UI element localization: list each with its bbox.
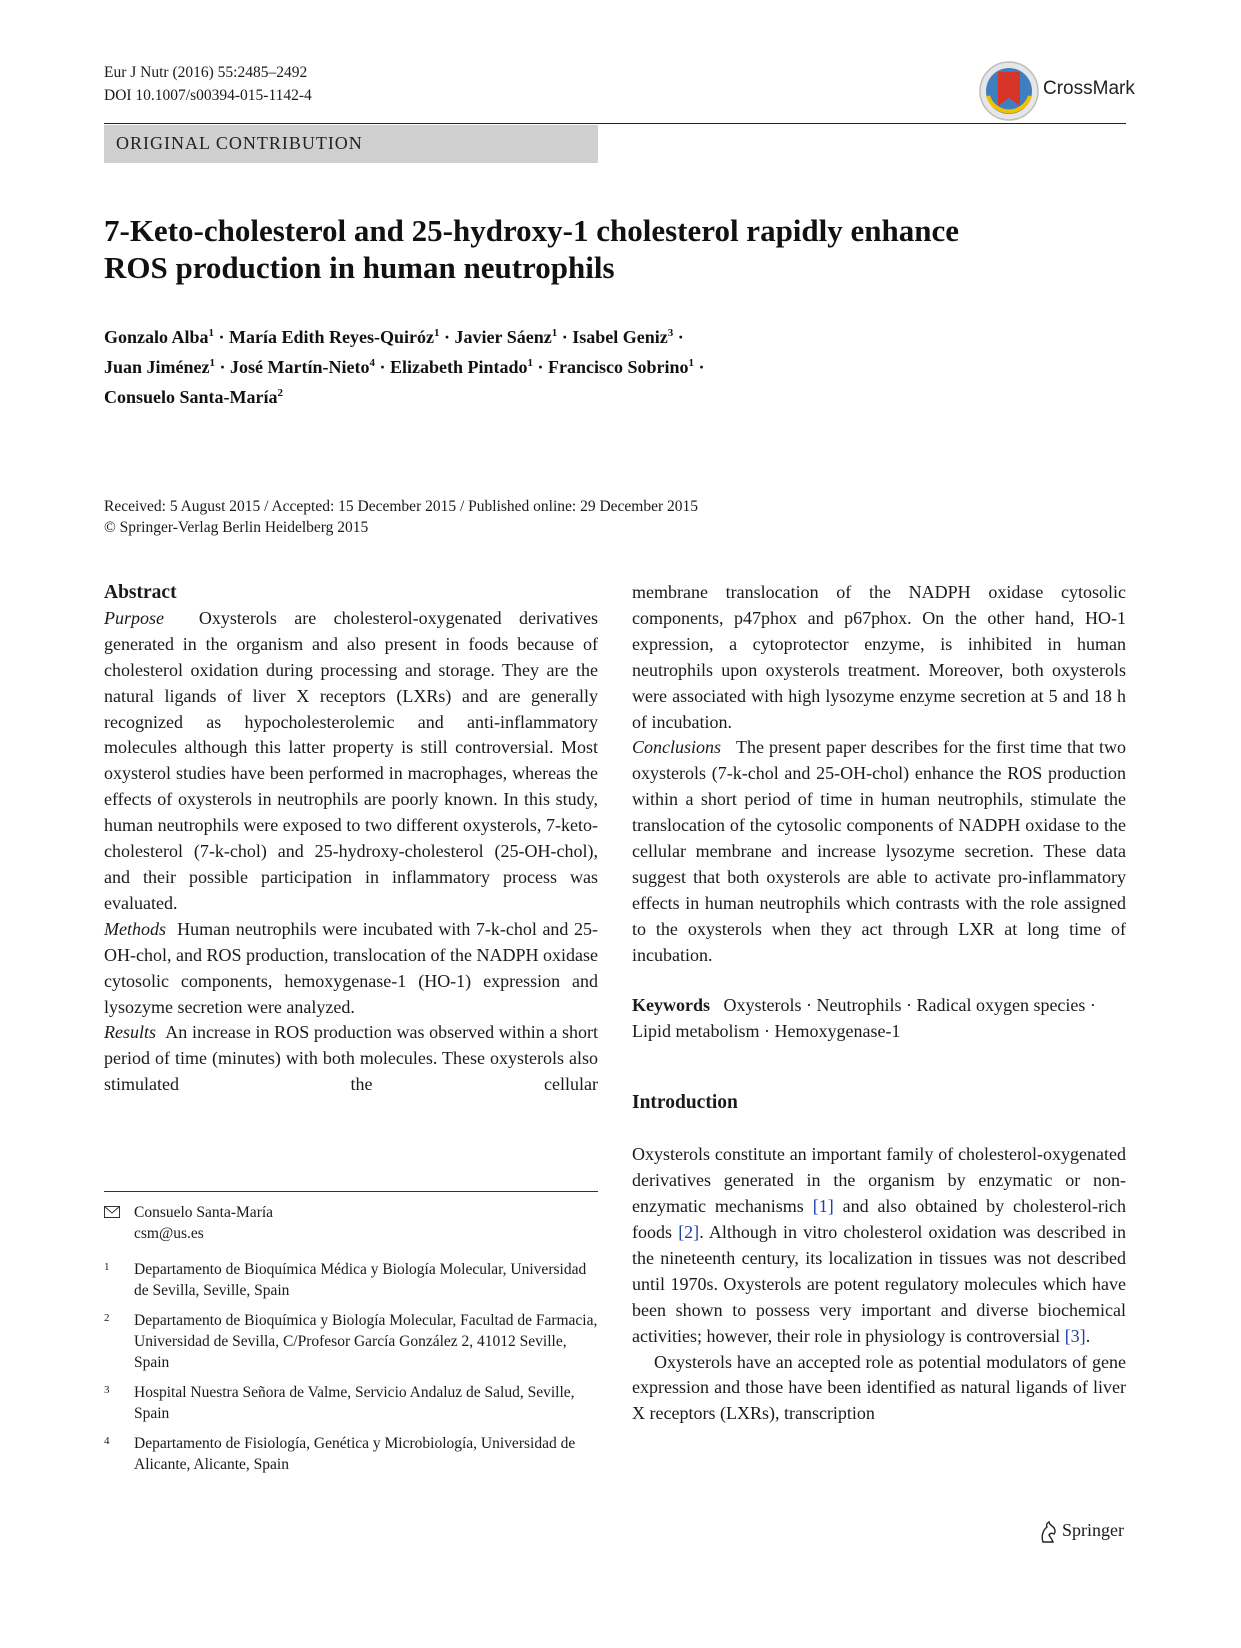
affiliation-text: Departamento de Bioquímica y Biología Molecular, Facultad de Farmacia, Universidad de Sevilla, C/Profesor García González 2, 41012 Seville, Spain [134, 1312, 598, 1371]
abstract-heading: Abstract [104, 582, 177, 603]
author-affiliation-mark: 1 [434, 327, 440, 339]
author-name[interactable]: María Edith Reyes-Quiróz [229, 327, 435, 347]
header-divider [104, 123, 1126, 124]
affiliation-3 [104, 1382, 598, 1426]
abstract-right-column [632, 580, 1126, 1427]
author-affiliation-mark: 1 [208, 327, 215, 339]
affiliation-2 [104, 1310, 598, 1374]
section-label-band [104, 125, 598, 163]
envelope-icon [104, 1206, 120, 1218]
author-affiliation-mark: 1 [688, 357, 695, 369]
corresponding-email[interactable]: csm@us.es [134, 1225, 204, 1242]
author-line-2: Juan Jiménez$^1$ · José Martín-Nieto$^4$ · Elizabeth Pintado$^1$ · Francisco Sobrino$^1$ · [104, 357, 705, 377]
author-line-3 [104, 380, 904, 410]
abstract-results [104, 1020, 598, 1098]
author-affiliation-mark: 1 [209, 357, 215, 369]
author-affiliation-mark: 4 [369, 357, 375, 369]
author-name[interactable]: Gonzalo Alba [104, 327, 209, 347]
conclusions-text: The present paper describes for the first time that two oxysterols (7-k-chol and 25-OH-chol) enhance the ROS production within a short period of time in human neutrophils, stimulate the translocation of the cytosolic components of NADPH oxidase to the cellular membrane and increase lysozyme secretion. These data suggest that both oxysterols are able to activate pro-inflammatory effects in human neutrophils which contrasts with the role assigned to the oxysterols when they act through LXR at long time of incubation. [632, 737, 1126, 965]
corresponding-author [104, 1202, 598, 1246]
crossmark-label[interactable]: CrossMark [1043, 78, 1135, 99]
abstract-methods [104, 917, 598, 1021]
affiliation-number: 2 [104, 1312, 110, 1324]
purpose-text: Oxysterols are cholesterol-oxygenated derivatives generated in the organism and also present in foods because of cholesterol oxidation during processing and storage. They are the natural ligands of liver X receptors (LXRs) and are generally recognized as hypocholesterolemic and anti-inflammatory molecules although this latter property is still controversial. Most oxysterol studies have been performed in macrophages, whereas the effects of oxysterols in neutrophils are poorly known. In this study, human neutrophils were exposed to two different oxysterols, 7-keto-cholesterol (7-k-chol) and 25-hydroxy-cholesterol (25-OH-chol), and their possible participation in inflammatory process was evaluated. [104, 607, 599, 913]
purpose-label: Purpose [104, 607, 164, 628]
affiliation-4 [104, 1433, 598, 1477]
author-name[interactable]: José Martín-Nieto [230, 357, 370, 377]
conclusions-label: Conclusions [632, 737, 722, 758]
footnote-divider [104, 1191, 598, 1192]
affiliation-text: Departamento de Fisiología, Genética y Microbiología, Universidad de Alicante, Alicante, Spain [134, 1435, 576, 1473]
journal-citation: Eur J Nutr (2016) 55:2485–2492 [104, 64, 308, 81]
title-line-1: 7-Keto-cholesterol and 25-hydroxy-1 cholesterol rapidly enhance [104, 213, 960, 248]
introduction-paragraph-1: Oxysterols constitute an important family of cholesterol-oxygenated derivatives generated in the organism by enzymatic or non-enzymatic mechanisms [1] and also obtained by cholesterol-rich foods [2]. Although in vitro cholesterol oxidation was described in the nineteenth century, its localization in tissues was not described until 1970s. Oxysterols are potent regulatory molecules which have been shown to possess very important and diverse biochemical activities; however, their role in physiology is controversial [3]. [632, 1144, 1127, 1346]
author-name[interactable]: Consuelo Santa-María [104, 387, 278, 407]
keywords [632, 993, 1126, 1045]
affiliation-1 [104, 1259, 598, 1303]
author-affiliation-mark: 3 [667, 327, 674, 339]
title-line-2: ROS production in human neutrophils [104, 250, 615, 285]
doi-link[interactable]: DOI 10.1007/s00394-015-1142-4 [104, 87, 312, 104]
author-line-1: Gonzalo Alba$^1$ · María Edith Reyes-Quiróz$^1$ · Javier Sáenz$^1$ · Isabel Geniz$^3$ · [104, 327, 684, 347]
affiliation-number: 3 [104, 1384, 110, 1396]
author-affiliation-mark: 1 [527, 357, 534, 369]
springer-horse-icon [1037, 1520, 1059, 1544]
methods-text: Human neutrophils were incubated with 7-k-chol and 25-OH-chol, and ROS production, translocation of the NADPH oxidase cytosolic components, hemoxygenase-1 (HO-1) expression and lysozyme secretion were analyzed. [104, 918, 598, 1017]
introduction-paragraph-2: Oxysterols have an accepted role as potential modulators of gene expression and those have been identified as natural ligands of liver X receptors (LXRs), transcription [632, 1351, 1126, 1424]
author-name[interactable]: Elizabeth Pintado [390, 357, 528, 377]
results-text-left: An increase in ROS production was observed within a short period of time (minutes) with both molecules. These oxysterols also stimulated the cellular [104, 1022, 599, 1095]
publisher-name: Springer [1062, 1520, 1124, 1540]
article-title [104, 212, 1064, 286]
keywords-text: Oxysterols · Neutrophils · Radical oxygen species · Lipid metabolism · Hemoxygenase-1 [632, 994, 1096, 1041]
affiliation-number: 1 [104, 1261, 110, 1273]
keywords-label: Keywords [632, 994, 710, 1015]
author-name[interactable]: Francisco Sobrino [548, 357, 689, 377]
affiliation-text: Departamento de Bioquímica Médica y Biología Molecular, Universidad de Sevilla, Seville, Spain [134, 1261, 587, 1299]
author-name[interactable]: Isabel Geniz [572, 327, 668, 347]
affiliation-number: 4 [104, 1435, 110, 1447]
introduction-heading: Introduction [632, 1092, 738, 1114]
corresponding-name: Consuelo Santa-María [134, 1204, 274, 1221]
citation-link[interactable]: [2] [678, 1222, 700, 1243]
publication-history: Received: 5 August 2015 / Accepted: 15 December 2015 / Published online: 29 December 2015 [104, 498, 699, 515]
crossmark-icon[interactable] [978, 60, 1040, 122]
citation-link[interactable]: [3] [1064, 1325, 1086, 1346]
results-continuation: membrane translocation of the NADPH oxidase cytosolic components, p47phox and p67phox. On the other hand, HO-1 expression, a cytoprotector enzyme, is inhibited in human neutrophils upon oxysterols treatment. Moreover, both oxysterols were associated with high lysozyme enzyme secretion at 5 and 18 h of incubation. [632, 582, 1126, 732]
author-affiliation-mark: 1 [551, 327, 558, 339]
author-name[interactable]: Javier Sáenz [454, 327, 552, 347]
abstract-conclusions [632, 735, 1126, 968]
author-list [104, 320, 904, 410]
abstract-purpose [104, 606, 598, 917]
methods-label: Methods [104, 918, 166, 939]
author-affiliation-mark: 2 [277, 387, 284, 399]
citation-link[interactable]: [1] [812, 1196, 834, 1217]
results-label: Results [104, 1022, 156, 1043]
affiliation-text: Hospital Nuestra Señora de Valme, Servicio Andaluz de Salud, Seville, Spain [134, 1384, 575, 1422]
section-label: ORIGINAL CONTRIBUTION [116, 133, 363, 153]
abstract-left-column [104, 580, 598, 1098]
author-name[interactable]: Juan Jiménez [104, 357, 210, 377]
copyright: © Springer-Verlag Berlin Heidelberg 2015 [104, 519, 369, 536]
